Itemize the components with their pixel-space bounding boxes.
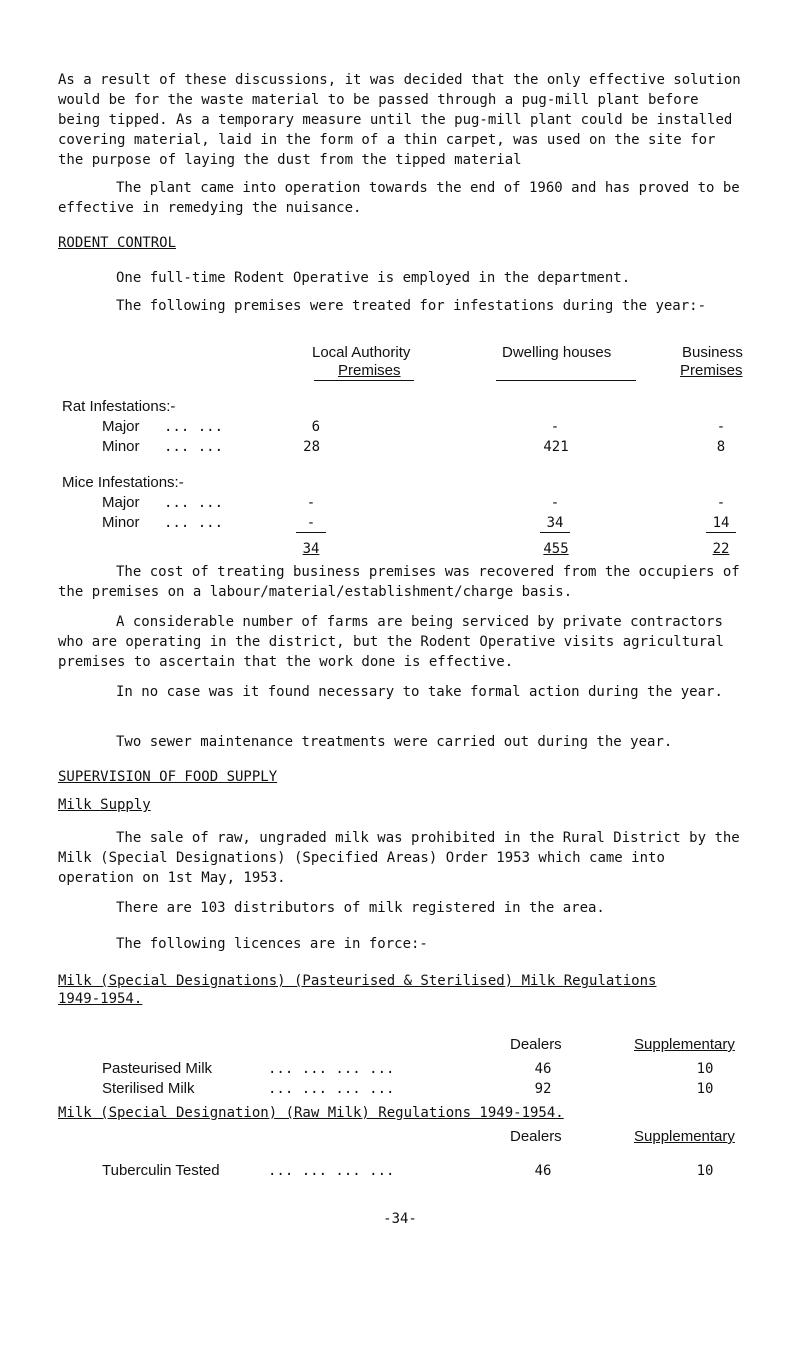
cell-la: - (306, 515, 316, 531)
row-label: Major (102, 418, 140, 435)
row-label: Minor (102, 438, 140, 455)
milk-row-label: Tuberculin Tested (102, 1162, 220, 1179)
cell-bp: - (716, 495, 726, 511)
col-header-dwelling-houses: Dwelling houses (502, 344, 612, 361)
cell-la: 6 (311, 419, 320, 435)
rodent-control-heading: RODENT CONTROL (58, 235, 177, 251)
row-leader-dots: ... ... (164, 439, 224, 455)
intro-paragraph-1: As a result of these discussions, it was decided that the only effective solution would be for the waste material to be passed through a pug-mill plant before being tipped. As a temporary measure until the pug-mill plant could be installed covering material, laid in the form of a thin carpet, was used on the site for the purpose of laying the dust from the tipped material (58, 72, 750, 168)
cell-dealers: 92 (534, 1081, 552, 1097)
regulations-title-1: Milk (Special Designations) (Pasteurised & Sterilised) Milk Regulations (58, 973, 657, 989)
cell-bp: 8 (716, 439, 726, 455)
food-supply-heading: SUPERVISION OF FOOD SUPPLY (58, 769, 278, 785)
group-rat-infestations: Rat Infestations:- (62, 398, 176, 415)
regulations-title-1-years: 1949-1954. (58, 991, 143, 1007)
cell-dh: - (550, 419, 560, 435)
food-paragraph-1: The sale of raw, ungraded milk was prohibited in the Rural District by the Milk (Special Designations) (Specified Areas) Order 1953 which came into operation on 1st May, 1953. (58, 830, 749, 886)
col-header-supplementary: Supplementary (634, 1128, 735, 1145)
food-paragraph-2: There are 103 distributors of milk registered in the area. (116, 900, 605, 916)
intro-paragraph-2: The plant came into operation towards the end of 1960 and has proved to be effective in remedying the nuisance. (58, 180, 749, 216)
cell-supplementary: 10 (696, 1081, 714, 1097)
milk-row-label: Sterilised Milk (102, 1080, 195, 1097)
col-header-local-authority: Local Authority (312, 344, 411, 361)
col-header-premises-la: Premises (338, 362, 401, 379)
row-label: Minor (102, 514, 140, 531)
rodent-paragraph-3: The cost of treating business premises was recovered from the occupiers of the premises on a labour/material/establishment/charge basis. (58, 564, 749, 600)
rodent-paragraph-2: The following premises were treated for infestations during the year:- (116, 298, 707, 314)
cell-dh: - (550, 495, 560, 511)
total-dh: 455 (543, 541, 569, 557)
cell-dh: 421 (543, 439, 569, 455)
page-number: -34- (383, 1211, 417, 1227)
total-la: 34 (302, 541, 320, 557)
cell-la: 28 (303, 439, 320, 455)
row-leader-dots: ... ... ... ... (268, 1081, 395, 1097)
row-label: Major (102, 494, 140, 511)
rodent-paragraph-4: A considerable number of farms are being serviced by private contractors who are operating in the district, but the Rodent Operative visits agricultural premises to ascertain that the work done is effective. (58, 614, 733, 670)
rodent-paragraph-6: Two sewer maintenance treatments were carried out during the year. (116, 734, 673, 750)
cell-supplementary: 10 (696, 1061, 714, 1077)
cell-la: - (306, 495, 316, 511)
cell-supplementary: 10 (696, 1163, 714, 1179)
group-mice-infestations: Mice Infestations:- (62, 474, 184, 491)
row-leader-dots: ... ... ... ... (268, 1163, 395, 1179)
milk-row-label: Pasteurised Milk (102, 1060, 213, 1077)
regulations-title-2: Milk (Special Designation) (Raw Milk) Regulations 1949-1954. (58, 1105, 564, 1121)
total-bp: 22 (712, 541, 730, 557)
rodent-paragraph-1: One full-time Rodent Operative is employed in the department. (116, 270, 631, 286)
cell-dealers: 46 (534, 1061, 552, 1077)
milk-supply-subheading: Milk Supply (58, 797, 151, 813)
rodent-paragraph-5: In no case was it found necessary to take formal action during the year. (116, 684, 723, 700)
col-header-dealers: Dealers (510, 1128, 562, 1145)
col-header-dealers: Dealers (510, 1036, 562, 1053)
cell-dh: 34 (546, 515, 564, 531)
row-leader-dots: ... ... (164, 515, 224, 531)
row-leader-dots: ... ... (164, 419, 224, 435)
col-header-premises-bp: Premises (680, 362, 743, 379)
cell-dealers: 46 (534, 1163, 552, 1179)
cell-bp: - (716, 419, 726, 435)
row-leader-dots: ... ... ... ... (268, 1061, 395, 1077)
row-leader-dots: ... ... (164, 495, 224, 511)
food-paragraph-3: The following licences are in force:- (116, 936, 428, 952)
col-header-supplementary: Supplementary (634, 1036, 735, 1053)
cell-bp: 14 (712, 515, 730, 531)
col-header-business: Business (682, 344, 743, 361)
